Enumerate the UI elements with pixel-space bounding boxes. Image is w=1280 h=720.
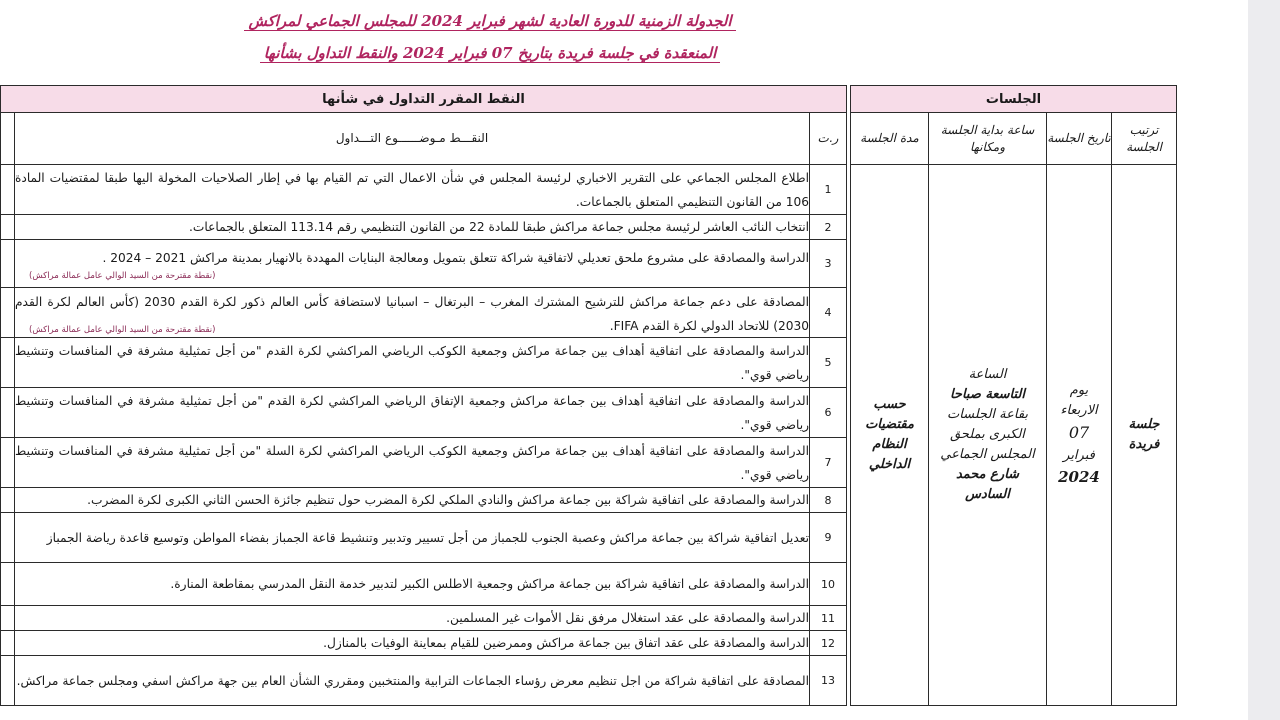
- session-duration-cell: حسب مقتضيات النظام الداخلي: [851, 165, 929, 706]
- session-order-cell: جلسة فريدة: [1112, 165, 1177, 706]
- col-duration-header: مدة الجلسة: [851, 113, 929, 165]
- agenda-item-text: الدراسة والمصادقة على اتفاقية أهداف بين جماعة مراكش وجمعية الكوكب الرياضي المراكشي لكرة القدم "من أجل تمثيلية مشرفة في المنافسات وتنشيط رياضي قوي".: [15, 338, 810, 388]
- row-number: 5: [810, 338, 847, 388]
- col-date-header: تاريخ الجلسة: [1047, 113, 1112, 165]
- agenda-item-text: الدراسة والمصادقة على عقد استغلال مرفق نقل الأموات غير المسلمين.: [15, 606, 810, 631]
- session-time-place-cell: الساعة التاسعة صباحا بقاعة الجلسات الكبرى بملحق المجلس الجماعي شارع محمد السادس: [929, 165, 1047, 706]
- agenda-item-text: انتخاب النائب العاشر لرئيسة مجلس جماعة مراكش طبقا للمادة 22 من القانون التنظيمي رقم 113.14 المتعلق بالجماعات.: [15, 215, 810, 240]
- scrollbar-margin: [1248, 0, 1280, 720]
- agenda-item-text: الدراسة والمصادقة على اتفاقية شراكة بين جماعة مراكش وجمعية الاطلس الكبير لتدبير خدمة النقل المدرسي بمقاطعة المنارة.: [15, 563, 810, 606]
- agenda-item-text: المصادقة على دعم جماعة مراكش للترشيح المشترك المغرب – البرتغال – اسبانيا لاستضافة كأس العالم ذكور لكرة القدم 2030 (كأس العالم لكرة القدم 2030) للاتحاد الدولي لكرة القدم FIFA. (نقطة مقترحة من السيد الوالي عامل عمالة مراكش): [15, 288, 810, 338]
- agenda-item-text: الدراسة والمصادقة على مشروع ملحق تعديلي لاتفاقية شراكة تتعلق بتمويل ومعالجة البنايات المهددة بالانهيار بمدينة مراكش 2021 – 2024 . (نقطة مقترحة من السيد الوالي عامل عمالة مراكش): [15, 240, 810, 288]
- agenda-item-text: اطلاع المجلس الجماعي على التقرير الاخباري لرئيسة المجلس في شأن الاعمال التي تم القيام بها في إطار الصلاحيات المخولة اليها طبقا لمقتضيات المادة 106 من القانون التنظيمي المتعلق بالجماعات.: [15, 165, 810, 215]
- row-number: 12: [810, 631, 847, 656]
- row-number: 10: [810, 563, 847, 606]
- col-subject-header: النقـــط مـوضــــــوع التـــداول: [15, 113, 810, 165]
- agenda-item-text: المصادقة على اتفاقية شراكة من اجل تنظيم معرض رؤساء الجماعات الترابية والمنتخبين ومقرري الشأن العام بين جهة مراكش اسفي ومجلس جماعة مراكش.: [15, 656, 810, 706]
- col-order-header: ترتيب الجلسة: [1112, 113, 1177, 165]
- agenda-item-text: الدراسة والمصادقة على اتفاقية شراكة بين جماعة مراكش والنادي الملكي لكرة المضرب حول تنظيم جائزة الحسن الثاني الكبرى لكرة المضرب.: [15, 488, 810, 513]
- col-time-place-header: ساعة بداية الجلسة ومكانها: [929, 113, 1047, 165]
- row-number: 3: [810, 240, 847, 288]
- row-number: 1: [810, 165, 847, 215]
- row-number: 13: [810, 656, 847, 706]
- proposal-note: (نقطة مقترحة من السيد الوالي عامل عمالة مراكش): [29, 324, 216, 335]
- agenda-item-text: الدراسة والمصادقة على عقد اتفاق بين جماعة مراكش وممرضين للقيام بمعاينة الوفيات بالمنازل.: [15, 631, 810, 656]
- row-number: 11: [810, 606, 847, 631]
- agenda-table: [0, 85, 1177, 706]
- agenda-item-text: تعديل اتفاقية شراكة بين جماعة مراكش وعصبة الجنوب للجمباز من أجل تسيير وتدبير وتنشيط قاعة الجمباز بفضاء المواطن وتوسيع قاعدة رياضة الجمباز: [15, 513, 810, 563]
- agenda-item-text: الدراسة والمصادقة على اتفاقية أهداف بين جماعة مراكش وجمعية الإتفاق الرياضي المراكشي لكرة القدم "من أجل تمثيلية مشرفة في المنافسات وتنشيط رياضي قوي".: [15, 388, 810, 438]
- document-title: الجدولة الزمنية للدورة العادية لشهر فبراير 2024 للمجلس الجماعي لمراكش: [150, 12, 830, 30]
- session-date-cell: يوم الاربعاء 07 فبراير 2024: [1047, 165, 1112, 706]
- row-number: 2: [810, 215, 847, 240]
- document-subtitle: المنعقدة في جلسة فريدة بتاريخ 07 فبراير 2024 والنقط التداول بشأنها: [150, 44, 830, 62]
- row-number: 9: [810, 513, 847, 563]
- row-number: 4: [810, 288, 847, 338]
- sessions-header: الجلسات: [851, 86, 1177, 113]
- row-number: 6: [810, 388, 847, 438]
- agenda-item-text: الدراسة والمصادقة على اتفاقية أهداف بين جماعة مراكش وجمعية الكوكب الرياضي المراكشي لكرة السلة "من أجل تمثيلية مشرفة في المنافسات وتنشيط رياضي قوي".: [15, 438, 810, 488]
- proposal-note: (نقطة مقترحة من السيد الوالي عامل عمالة مراكش): [29, 270, 216, 281]
- points-header: النقط المقرر التداول في شأنها: [1, 86, 847, 113]
- col-num-header: ر.ت: [810, 113, 847, 165]
- row-number: 8: [810, 488, 847, 513]
- row-number: 7: [810, 438, 847, 488]
